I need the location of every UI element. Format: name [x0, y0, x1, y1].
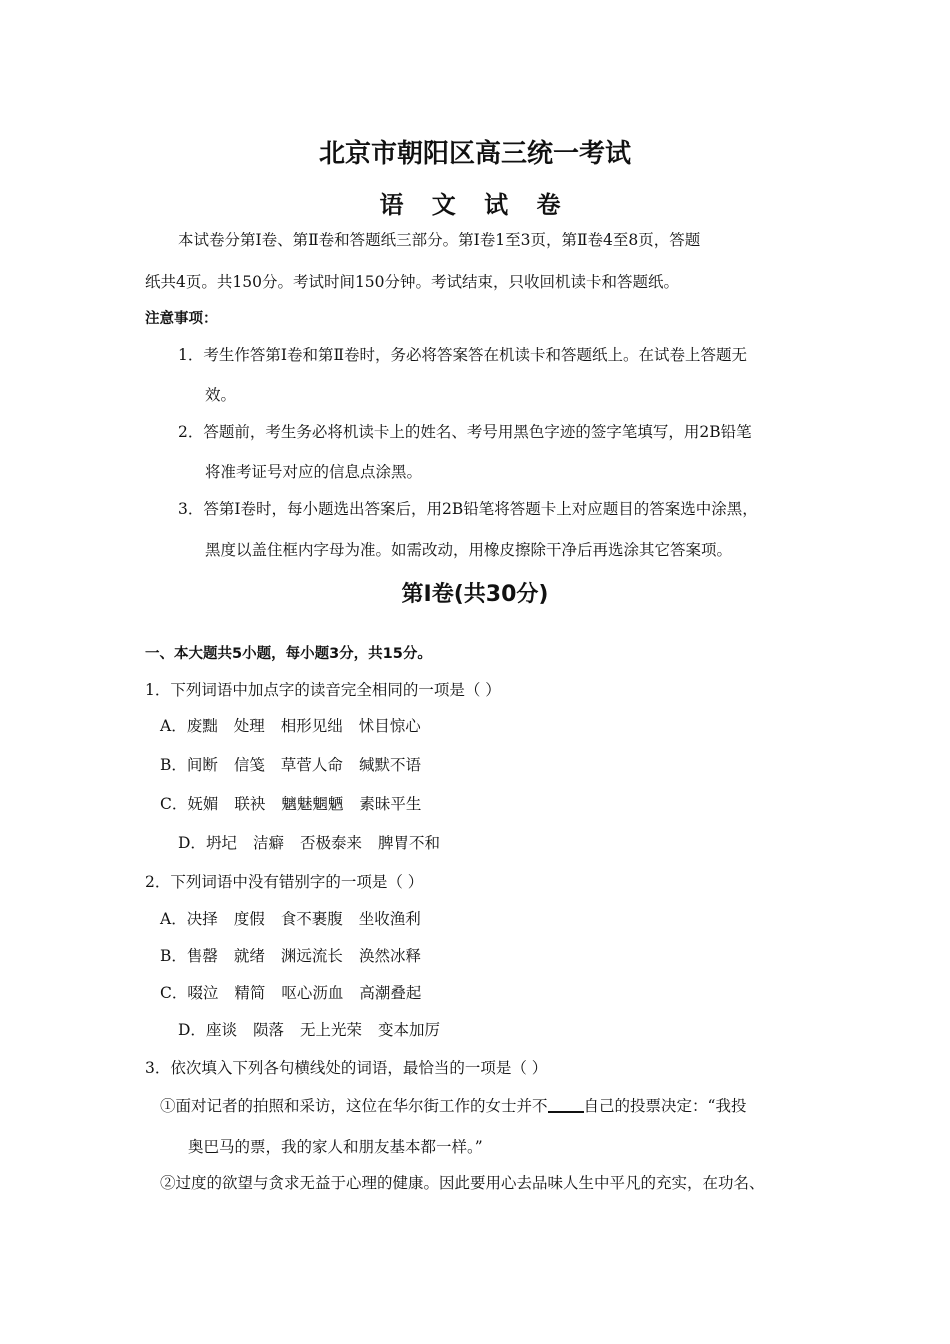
question-1-option-d	[178, 831, 456, 853]
option-label: A．	[160, 717, 187, 735]
intro-line-2: 纸共4页。共150分。考试时间150分钟。考试结束，只收回机读卡和答题纸。	[145, 273, 680, 291]
option-word: 坐收渔利	[358, 910, 421, 928]
option-word: 洁癖	[252, 834, 284, 852]
intro-line-1: 本试卷分第Ⅰ卷、第Ⅱ卷和答题纸三部分。第Ⅰ卷1至3页，第Ⅱ卷4至8页，答题	[178, 231, 701, 249]
question-3-sentence-2: ②过度的欲望与贪求无益于心理的健康。因此要用心去品味人生中平凡的充实，在功名、	[160, 1174, 765, 1192]
option-word: 售罄	[186, 947, 218, 965]
option-label: D．	[178, 1021, 206, 1039]
notice-text: 考生作答第Ⅰ卷和第Ⅱ卷时，务必将答案答在机读卡和答题纸上。在试卷上答题无	[203, 346, 748, 364]
notice-item-1	[178, 343, 747, 365]
question-1-option-c	[160, 792, 437, 814]
question-2-option-d	[178, 1018, 456, 1040]
option-word: 度假	[233, 910, 265, 928]
option-label: B．	[160, 947, 187, 965]
notice-heading: 注意事项：	[145, 311, 218, 327]
question-3-sentence-1	[160, 1094, 746, 1116]
exam-subtitle: 语 文 试 卷	[379, 191, 571, 219]
question-2-option-c	[160, 981, 437, 1003]
option-word: 食不裹腹	[280, 910, 343, 928]
option-word: 相形见绌	[280, 717, 343, 735]
fill-blank	[548, 1096, 584, 1114]
notice-item-1-cont: 效。	[205, 386, 237, 404]
notice-number: 3．	[178, 500, 204, 518]
notice-item-2-cont: 将准考证号对应的信息点涂黑。	[205, 463, 423, 481]
option-word: 就绪	[233, 947, 265, 965]
notice-number: 1．	[178, 346, 204, 364]
option-word: 呕心沥血	[281, 984, 344, 1002]
question-3-sentence-1-cont: 奥巴马的票，我的家人和朋友基本都一样。”	[188, 1138, 483, 1156]
question-2-option-b	[160, 944, 437, 966]
question-1-stem: 1．下列词语中加点字的读音完全相同的一项是（ ）	[145, 681, 501, 699]
sentence-text: 自己的投票决定：“我投	[583, 1097, 747, 1115]
option-word: 坍圮	[205, 834, 237, 852]
option-word: 脾胃不和	[377, 834, 440, 852]
option-word: 涣然冰释	[358, 947, 421, 965]
option-word: 否极泰来	[299, 834, 362, 852]
exam-title: 北京市朝阳区高三统一考试	[318, 139, 631, 169]
notice-item-3	[178, 497, 758, 519]
option-word: 变本加厉	[377, 1021, 440, 1039]
notice-item-3-cont: 黑度以盖住框内字母为准。如需改动，用橡皮擦除干净后再选涂其它答案项。	[205, 541, 733, 559]
question-2-stem: 2．下列词语中没有错别字的一项是（ ）	[145, 873, 424, 891]
option-label: D．	[178, 834, 206, 852]
option-label: A．	[160, 910, 187, 928]
question-2-option-a	[160, 907, 437, 929]
option-label: C．	[160, 795, 188, 813]
option-word: 无上光荣	[299, 1021, 362, 1039]
option-label: C．	[160, 984, 188, 1002]
notice-text: 答第Ⅰ卷时，每小题选出答案后，用2B铅笔将答题卡上对应题目的答案选中涂黑，	[203, 500, 758, 518]
option-word: 缄默不语	[358, 756, 421, 774]
option-word: 妩媚	[187, 795, 219, 813]
option-word: 草菅人命	[280, 756, 343, 774]
option-word: 座谈	[205, 1021, 237, 1039]
part-heading: 一、本大题共5小题，每小题3分，共15分。	[145, 646, 432, 662]
option-word: 间断	[186, 756, 218, 774]
question-1-option-a	[160, 714, 437, 736]
section-title: 第Ⅰ卷(共30分)	[401, 582, 549, 607]
option-word: 素昧平生	[359, 795, 422, 813]
sentence-text: ①面对记者的拍照和采访，这位在华尔街工作的女士并不	[160, 1097, 548, 1115]
option-label: B．	[160, 756, 187, 774]
option-word: 精简	[234, 984, 266, 1002]
option-word: 信笺	[233, 756, 265, 774]
option-word: 联袂	[234, 795, 266, 813]
option-word: 魑魅魍魉	[281, 795, 344, 813]
option-word: 废黜	[186, 717, 218, 735]
option-word: 陨落	[252, 1021, 284, 1039]
option-word: 啜泣	[187, 984, 219, 1002]
notice-text: 答题前，考生务必将机读卡上的姓名、考号用黑色字迹的签字笔填写，用2B铅笔	[203, 423, 752, 441]
question-1-option-b	[160, 753, 437, 775]
option-word: 怵目惊心	[358, 717, 421, 735]
option-word: 渊远流长	[280, 947, 343, 965]
notice-item-2	[178, 420, 752, 442]
option-word: 处理	[233, 717, 265, 735]
notice-number: 2．	[178, 423, 204, 441]
option-word: 决择	[186, 910, 218, 928]
question-3-stem: 3．依次填入下列各句横线处的词语，最恰当的一项是（ ）	[145, 1059, 548, 1077]
option-word: 高潮叠起	[359, 984, 422, 1002]
